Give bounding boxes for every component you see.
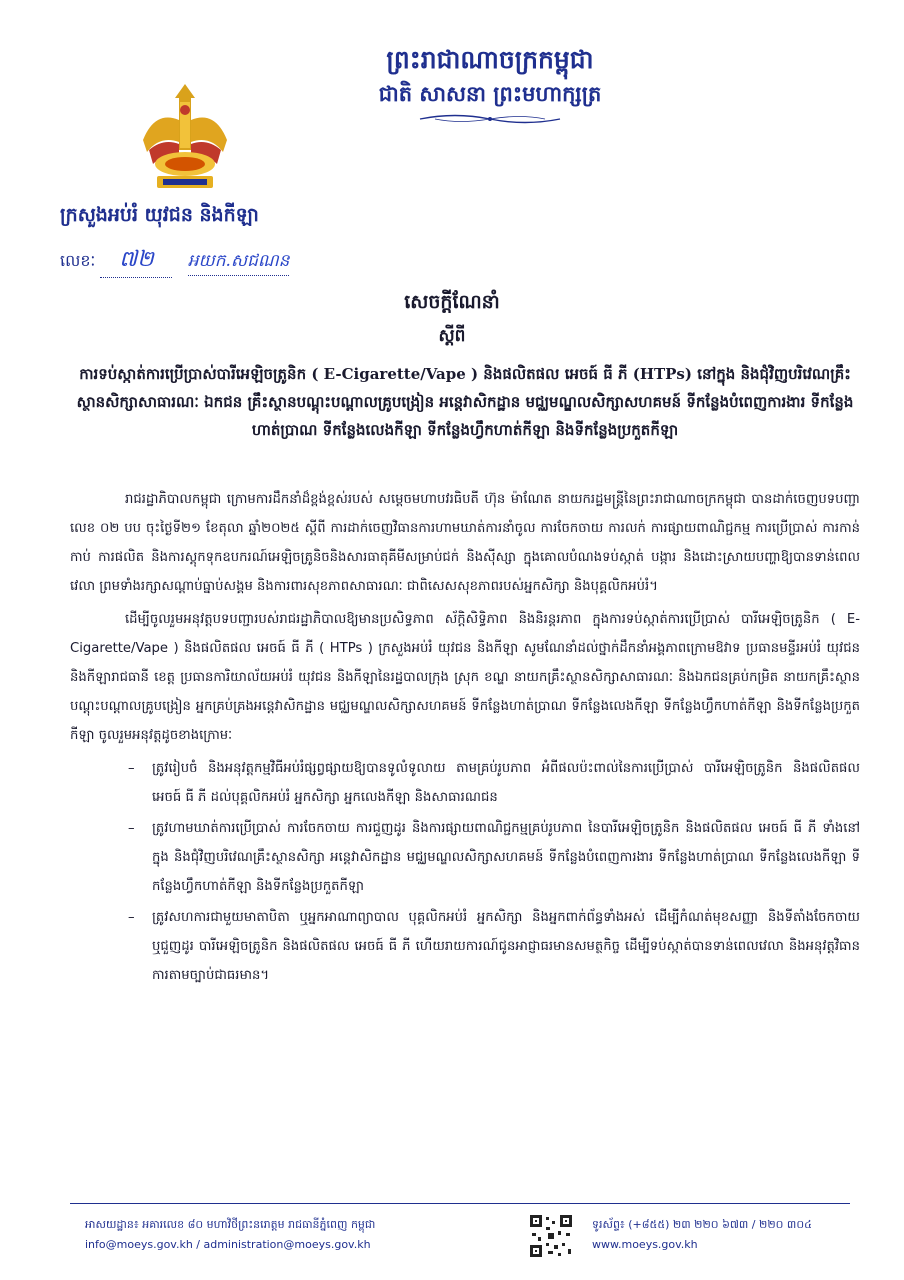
footer-website: www.moeys.gov.kh	[592, 1238, 698, 1251]
ministry-name: ក្រសួងអប់រំ យុវជន និងកីឡា	[60, 204, 259, 226]
document-title: សេចក្តីណែនាំ	[404, 291, 500, 313]
list-item-text: ត្រូវហាមឃាត់ការប្រើប្រាស់ ការចែកចាយ ការជួញដូរ និងការផ្សាយពាណិជ្ជកម្មគ្រប់រូបភាព នៃបារីអេឡិចត្រូនិក និងផលិតផល អេចធ៍ ធី ភី ទាំងនៅក្នុង និងជុំវិញបរិវេណគ្រឹះស្ថានសិក្សា អន្តេវាសិកដ្ឋាន មជ្ឈមណ្ឌលសិក្សាសហគមន៍ ទីកន្លែងបំពេញការងារ ទីកន្លែងហាត់ប្រាណ ទីកន្លែងលេងកីឡា ទីកន្លែងហ្វឹកហាត់កីឡា និងទីកន្លែងប្រកួតកីឡា	[152, 821, 860, 894]
footer-emails: info@moeys.gov.kh / administration@moeys.gov.kh	[85, 1238, 371, 1251]
paragraph: រាជរដ្ឋាភិបាលកម្ពុជា ក្រោមការដឹកនាំដ៏ខ្ពង់ខ្ពស់របស់ សម្តេចមហាបវរធិបតី ហ៊ុន ម៉ាណែត នាយករដ្ឋមន្ត្រីនៃព្រះរាជាណាចក្រកម្ពុជា បានដាក់ចេញបទបញ្ជា លេខ ០២ បប ចុះថ្ងៃទី២១ ខែតុលា ឆ្នាំ២០២៥ ស្តីពី ការដាក់ចេញវិធានការហាមឃាត់ការនាំចូល ការចែកចាយ ការលក់ ការផ្សាយពាណិជ្ជកម្ម ការប្រើប្រាស់ ការកាន់កាប់ ការផលិត និងការស្តុកទុកឧបករណ៍អេឡិចត្រូនិចនិងសារធាតុគីមីសម្រាប់ជក់ និងស៊ីស្សា ក្នុងគោលបំណងទប់ស្កាត់ បង្ការ និងដោះស្រាយបញ្ហាឱ្យបានទាន់ពេលវេលា ព្រមទាំងរក្សាសណ្តាប់ធ្នាប់សង្គម និងការពារសុខភាពសាធារណៈ ជាពិសេសសុខភាពរបស់អ្នកសិក្សា និងបុគ្គលិកអប់រំ។	[70, 492, 860, 594]
document-subtitle: ស្តីពី	[438, 326, 466, 346]
reference-code: អយក.សជណន	[188, 250, 290, 276]
reference-line	[60, 245, 289, 278]
flourish-ornament	[415, 110, 565, 128]
kingdom-header	[300, 42, 680, 110]
reference-label: លេខៈ	[60, 251, 96, 270]
qr-code-icon	[528, 1213, 574, 1259]
document-heading: ការទប់ស្កាត់ការប្រើប្រាស់បារីអេឡិចត្រូនិក ( E-Cigarette/Vape ) និងផលិតផល អេចធ៍ ធី ភី (HTPs) នៅក្នុង និងជុំវិញបរិវេណគ្រឹះស្ថានសិក្សាសាធារណៈ ឯកជន គ្រឹះស្ថានបណ្តុះបណ្តាលគ្រូបង្រៀន អន្តេវាសិកដ្ឋាន មជ្ឈមណ្ឌលសិក្សាសហគមន៍ ទីកន្លែងបំពេញការងារ ទីកន្លែងហាត់ប្រាណ ទីកន្លែងលេងកីឡា ទីកន្លែងហ្វឹកហាត់កីឡា និងទីកន្លែងប្រកួតកីឡា	[76, 365, 854, 439]
list-item: – ត្រូវហាមឃាត់ការប្រើប្រាស់ ការចែកចាយ ការជួញដូរ និងការផ្សាយពាណិជ្ជកម្មគ្រប់រូបភាព នៃបារីអេឡិចត្រូនិក និងផលិតផល អេចធ៍ ធី ភី ទាំងនៅក្នុង និងជុំវិញបរិវេណគ្រឹះស្ថានសិក្សា អន្តេវាសិកដ្ឋាន មជ្ឈមណ្ឌលសិក្សាសហគមន៍ ទីកន្លែងបំពេញការងារ ទីកន្លែងហាត់ប្រាណ ទីកន្លែងលេងកីឡា ទីកន្លែងហ្វឹកហាត់កីឡា និងទីកន្លែងប្រកួតកីឡា	[128, 821, 860, 894]
footer-address: អាសយដ្ឋាន៖ អគារលេខ ៨០ មហាវិថីព្រះនរោត្តម រាជធានីភ្នំពេញ កម្ពុជា	[85, 1218, 376, 1231]
paragraph: ដើម្បីចូលរួមអនុវត្តបទបញ្ជារបស់រាជរដ្ឋាភិបាលឱ្យមានប្រសិទ្ធភាព ស័ក្តិសិទ្ធិភាព និងនិរន្តរភាព ក្នុងការទប់ស្កាត់ការប្រើប្រាស់ បារីអេឡិចត្រូនិក ( E-Cigarette/Vape ) និងផលិតផល អេចធ៍ ធី ភី ( HTPs ) ក្រសួងអប់រំ យុវជន និងកីឡា សូមណែនាំដល់ថ្នាក់ដឹកនាំអង្គភាពក្រោមឱវាទ ប្រធានមន្ទីរអប់រំ យុវជន និងកីឡារាជធានី ខេត្ត ប្រធានការិយាល័យអប់រំ យុវជន និងកីឡានៃរដ្ឋបាលក្រុង ស្រុក ខណ្ឌ នាយកគ្រឹះស្ថានសិក្សាសាធារណៈ និងឯកជនគ្រប់កម្រិត នាយកគ្រឹះស្ថានបណ្តុះបណ្តាលគ្រូបង្រៀន អ្នកគ្រប់គ្រងអន្តេវាសិកដ្ឋាន មជ្ឈមណ្ឌលសិក្សាសហគមន៍ ទីកន្លែងហាត់ប្រាណ ទីកន្លែងលេងកីឡា ទីកន្លែងហ្វឹកហាត់កីឡា និងទីកន្លែងប្រកួតកីឡា ចូលរួមអនុវត្តដូចខាងក្រោមៈ	[70, 612, 860, 743]
national-motto: ជាតិ សាសនា ព្រះមហាក្សត្រ	[378, 81, 602, 106]
footer-contact-right	[592, 1215, 812, 1255]
reference-number: ៧២	[100, 245, 172, 278]
ministry-emblem-icon	[135, 80, 235, 192]
list-item-text: ត្រូវរៀបចំ និងអនុវត្តកម្មវិធីអប់រំផ្សព្វផ្សាយឱ្យបានទូលំទូលាយ តាមគ្រប់រូបភាព អំពីផលប៉ះពាល់នៃការប្រើប្រាស់ បារីអេឡិចត្រូនិក និងផលិតផល អេចធ៍ ធី ភី ដល់បុគ្គលិកអប់រំ អ្នកសិក្សា អ្នកលេងកីឡា និងសាធារណជន	[152, 761, 860, 805]
list-item: – ត្រូវរៀបចំ និងអនុវត្តកម្មវិធីអប់រំផ្សព្វផ្សាយឱ្យបានទូលំទូលាយ តាមគ្រប់រូបភាព អំពីផលប៉ះពាល់នៃការប្រើប្រាស់ បារីអេឡិចត្រូនិក និងផលិតផល អេចធ៍ ធី ភី ដល់បុគ្គលិកអប់រំ អ្នកសិក្សា អ្នកលេងកីឡា និងសាធារណជន	[128, 761, 860, 805]
list-item-text: ត្រូវសហការជាមួយមាតាបិតា ឬអ្នកអាណាព្យាបាល បុគ្គលិកអប់រំ អ្នកសិក្សា និងអ្នកពាក់ព័ន្ធទាំងអស់ ដើម្បីកំណត់មុខសញ្ញា និងទីតាំងចែកចាយ ឬជួញដូរ បារីអេឡិចត្រូនិក និងផលិតផល អេចធ៍ ធី ភី ហើយរាយការណ៍ជូនអាជ្ញាធរមានសមត្ថកិច្ច ដើម្បីទប់ស្កាត់បានទាន់ពេលវេលា និងអនុវត្តវិធានការតាមច្បាប់ជាធរមាន។	[152, 910, 860, 983]
document-body	[70, 485, 860, 992]
footer-contact-left	[85, 1215, 375, 1255]
bullet-list	[70, 754, 860, 990]
kingdom-name: ព្រះរាជាណាចក្រកម្ពុជា	[386, 45, 594, 74]
list-item: – ត្រូវសហការជាមួយមាតាបិតា ឬអ្នកអាណាព្យាបាល បុគ្គលិកអប់រំ អ្នកសិក្សា និងអ្នកពាក់ព័ន្ធទាំងអស់ ដើម្បីកំណត់មុខសញ្ញា និងទីតាំងចែកចាយ ឬជួញដូរ បារីអេឡិចត្រូនិក និងផលិតផល អេចធ៍ ធី ភី ហើយរាយការណ៍ជូនអាជ្ញាធរមានសមត្ថកិច្ច ដើម្បីទប់ស្កាត់បានទាន់ពេលវេលា និងអនុវត្តវិធានការតាមច្បាប់ជាធរមាន។	[128, 910, 860, 983]
footer-phone: ទូរស័ព្ទ៖ (+៨៥៥) ២៣ ២២០ ៦៧៣ / ២២០ ៣០៤	[592, 1218, 812, 1231]
footer-divider	[70, 1203, 850, 1204]
